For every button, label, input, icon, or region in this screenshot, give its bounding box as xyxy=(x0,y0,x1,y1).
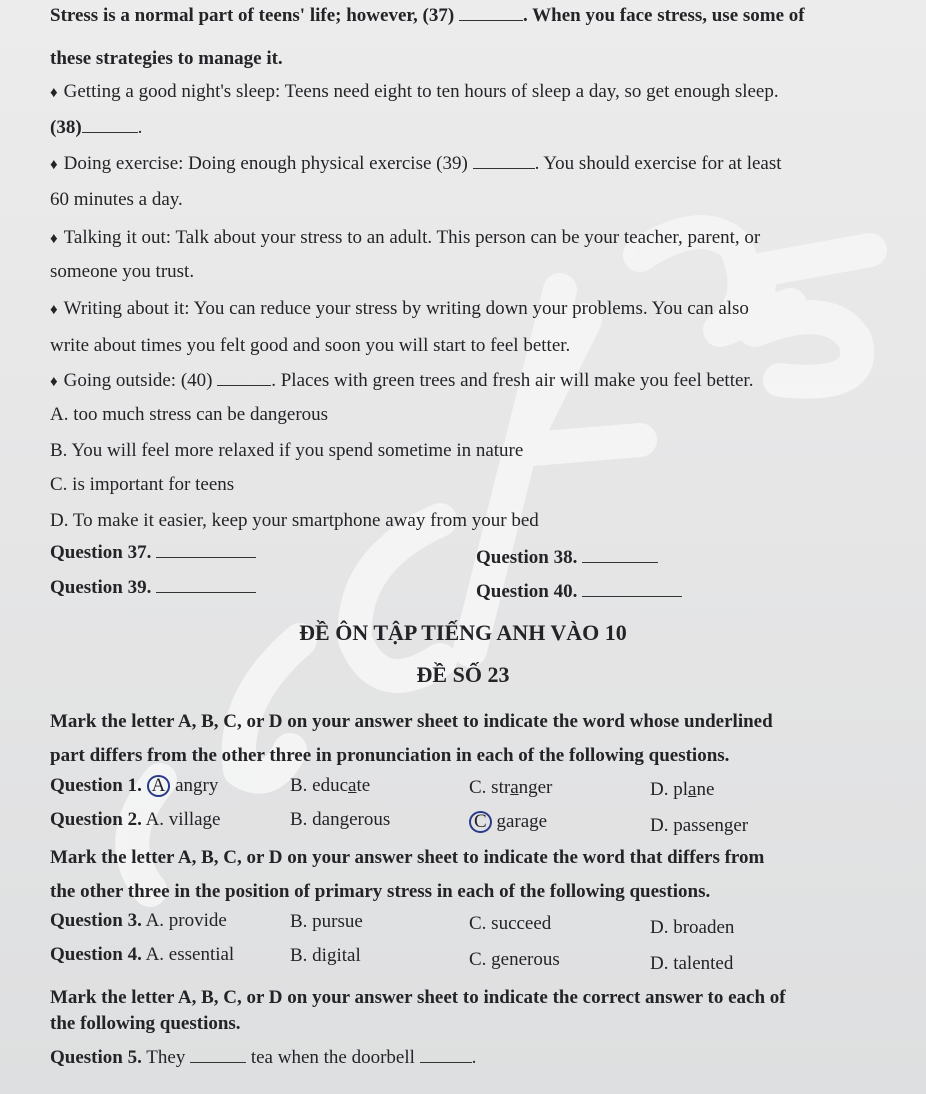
section1-instruction-2: part differs from the other three in pronunciation in each of the following questions. xyxy=(50,745,730,766)
q4-option-c: C. generous xyxy=(469,949,560,970)
q1-option-d xyxy=(650,778,714,802)
intro-text-a: Stress is a normal part of teens' life; however, (37) xyxy=(50,5,455,26)
passage-line-1 xyxy=(50,4,805,28)
exam-subtitle: ĐỀ SỐ 23 xyxy=(416,662,510,687)
option-d: D. To make it easier, keep your smartphone away from your bed xyxy=(50,510,539,531)
bullet-icon: ♦ xyxy=(50,302,58,318)
word-part: te xyxy=(356,775,371,796)
outside-text-a: Going outside: (40) xyxy=(63,370,213,391)
question-5-label: Question 5. xyxy=(50,1047,142,1068)
q2-option-c-word: garage xyxy=(496,811,548,832)
answer-circle xyxy=(147,775,171,797)
q2-option-c xyxy=(469,810,547,834)
q5-blank-2 xyxy=(420,1062,472,1063)
section3-instruction-2: the following questions. xyxy=(50,1013,241,1034)
word-part: C. str xyxy=(469,777,511,798)
exercise-text-a: Doing exercise: Doing enough physical exercise (39) xyxy=(63,153,468,174)
q3-option-b: B. pursue xyxy=(290,911,363,932)
bullet-outside xyxy=(50,369,753,394)
option-letter: A xyxy=(151,775,166,796)
question-3 xyxy=(50,909,227,933)
period: . xyxy=(137,117,143,138)
section2-instruction-1: Mark the letter A, B, C, or D on your answer sheet to indicate the word that differs from xyxy=(50,847,765,868)
q5-text-b: tea when the doorbell xyxy=(250,1047,415,1068)
answer-label-40: Question 40. xyxy=(476,581,578,602)
answer-blank-39 xyxy=(156,592,256,593)
q4-option-a: A. essential xyxy=(145,944,235,965)
exercise-text-b: . You should exercise for at least xyxy=(534,153,782,174)
option-b: B. You will feel more relaxed if you spend sometime in nature xyxy=(50,440,524,461)
section2-instruction-2: the other three in the position of primary stress in each of the following questions. xyxy=(50,881,711,902)
word-part: D. pl xyxy=(650,779,688,800)
blank-37 xyxy=(459,20,523,21)
q5-text-a: They xyxy=(146,1047,186,1068)
word-part: nger xyxy=(518,777,553,798)
question-1 xyxy=(50,774,218,798)
q1-option-b xyxy=(290,774,370,798)
passage-line-38 xyxy=(50,116,142,140)
blank-40 xyxy=(217,385,271,386)
answer-label-39: Question 39. xyxy=(50,577,152,598)
question-3-label: Question 3. xyxy=(50,910,142,931)
period: . xyxy=(471,1047,477,1068)
word-part: ne xyxy=(696,779,715,800)
answer-38 xyxy=(476,546,658,570)
section3-instruction-1: Mark the letter A, B, C, or D on your answer sheet to indicate the correct answer to each of xyxy=(50,987,786,1008)
blank-39 xyxy=(473,168,535,169)
q4-option-b: B. digital xyxy=(290,945,361,966)
q2-option-d: D. passenger xyxy=(650,815,749,836)
passage-line-writing-2: write about times you felt good and soon you will start to feel better. xyxy=(50,335,571,356)
question-1-label: Question 1. xyxy=(50,775,142,796)
question-4-label: Question 4. xyxy=(50,944,142,965)
answer-label-37: Question 37. xyxy=(50,542,152,563)
answer-37 xyxy=(50,541,256,565)
bullet-exercise xyxy=(50,152,782,177)
bullet-sleep xyxy=(50,80,779,105)
underlined-part: a xyxy=(510,777,519,798)
q3-option-c: C. succeed xyxy=(469,913,552,934)
passage-line-talking-2: someone you trust. xyxy=(50,261,195,282)
q2-option-b: B. dangerous xyxy=(290,809,391,830)
option-a: A. too much stress can be dangerous xyxy=(50,404,329,425)
bullet-icon: ♦ xyxy=(50,157,58,173)
answer-blank-38 xyxy=(582,562,658,563)
bullet-talking xyxy=(50,226,760,251)
option-letter: C xyxy=(474,811,487,832)
q4-option-d: D. talented xyxy=(650,953,734,974)
answer-blank-40 xyxy=(582,596,682,597)
question-2-label: Question 2. xyxy=(50,809,142,830)
q3-option-d: D. broaden xyxy=(650,917,735,938)
underlined-part: a xyxy=(688,779,697,800)
blank-38 xyxy=(82,132,138,133)
q1-option-a-word: angry xyxy=(175,775,219,796)
answer-39 xyxy=(50,576,256,600)
talking-text: Talking it out: Talk about your stress to an adult. This person can be your teacher, parent, or xyxy=(63,227,761,248)
intro-text-b: . When you face stress, use some of xyxy=(522,5,805,26)
q1-option-c xyxy=(469,776,552,800)
label-38: (38) xyxy=(50,117,82,138)
passage-line-2: these strategies to manage it. xyxy=(50,48,283,69)
passage-line-exercise-2: 60 minutes a day. xyxy=(50,189,183,210)
answer-circle xyxy=(469,811,492,833)
q2-option-a: A. village xyxy=(145,809,221,830)
watermark-stroke xyxy=(355,520,440,676)
bullet-icon: ♦ xyxy=(50,85,58,101)
question-2 xyxy=(50,808,221,832)
answer-blank-37 xyxy=(156,557,256,558)
bullet-icon: ♦ xyxy=(50,374,58,390)
underlined-part: a xyxy=(348,775,357,796)
bullet-icon: ♦ xyxy=(50,231,58,247)
answer-40 xyxy=(476,580,682,604)
answer-label-38: Question 38. xyxy=(476,547,578,568)
section1-instruction-1: Mark the letter A, B, C, or D on your answer sheet to indicate the word whose underlined xyxy=(50,711,773,732)
word-part: B. educ xyxy=(290,775,349,796)
bullet-writing xyxy=(50,297,749,322)
watermark-stroke xyxy=(755,250,870,382)
q5-blank-1 xyxy=(190,1062,246,1063)
question-4 xyxy=(50,943,234,967)
exam-title: ĐỀ ÔN TẬP TIẾNG ANH VÀO 10 xyxy=(299,620,627,645)
question-5 xyxy=(50,1046,476,1070)
outside-text-b: . Places with green trees and fresh air will make you feel better. xyxy=(271,370,754,391)
q3-option-a: A. provide xyxy=(145,910,227,931)
sleep-text: Getting a good night's sleep: Teens need eight to ten hours of sleep a day, so get enough sleep. xyxy=(63,81,779,102)
option-c: C. is important for teens xyxy=(50,474,235,495)
writing-text: Writing about it: You can reduce your stress by writing down your problems. You can also xyxy=(63,298,749,319)
